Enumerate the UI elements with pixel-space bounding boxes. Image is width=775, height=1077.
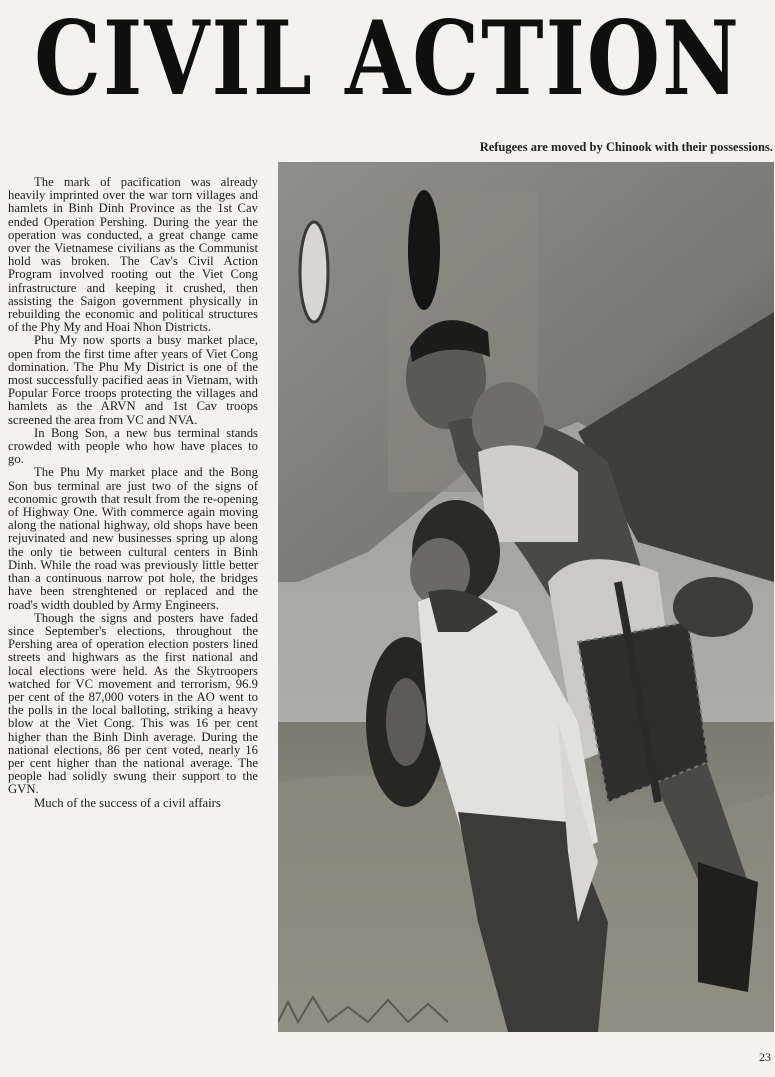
article-paragraph: Much of the success of a civil affairs	[34, 795, 221, 810]
article-paragraph: Though the signs and posters have faded since September's elections, throughout the Pershing area of operation election posters lined streets and highwars as the first national and local elections were held. As the Skytroopers watched for VC movement and terrorism, 96.9 per cent of the 87,000 voters in the AO went to the polls in the local balloting, striking a heavy blow at the Viet Cong. This was 16 per cent higher than the Binh Dinh average. During the national elections, 86 per cent voted, nearly 16 per cent higher than the national average. The people had solidly swung their support to the GVN.	[8, 610, 258, 797]
article-paragraph: Phu My now sports a busy market place, open from the first time after years of Viet Cong domination. The Phu My District is one of the most successfully pacified aeas in Vietnam, with Popular Force troops protecting the villages and hamlets as the ARVN and 1st Cav troops screened the area from VC and NVA.	[8, 333, 258, 427]
page-title: CIVIL ACTION	[34, 0, 741, 119]
photo-caption: Refugees are moved by Chinook with their possessions.	[479, 140, 773, 154]
article-paragraph: In Bong Son, a new bus terminal stands crowded with people who how have places to go.	[8, 425, 258, 467]
article-paragraph: The mark of pacification was already heavily imprinted over the war torn villages and hamlets in Binh Dinh Province as the 1st Cav ended Operation Pershing. During the year the operation was conducted, a great change came over the Vietnamese civilians as the Communist hold was broken. The Cav's Civil Action Program involved rooting out the Viet Cong infrastructure and keeping it crushed, then assisting the Saigon government physically in rebuilding the economic and political structures of the Phy My and Hoai Nhon Districts.	[8, 175, 258, 335]
article-paragraph: The Phu My market place and the Bong Son bus terminal are just two of the signs of economic growth that result from the re-opening of Highway One. With commerce again moving along the national highway, old shops have been rejuvinated and new businesses spring up along the only tie between cultural centers in Binh Dinh. While the road was previously little better than a continuous narrow pot hole, the bridges have been strenghtened or replaced and the road's width doubled by Army Engineers.	[8, 465, 258, 612]
article-body	[8, 176, 258, 810]
refugees-chinook-photo	[278, 162, 774, 1032]
page-number: 23	[759, 1050, 771, 1064]
